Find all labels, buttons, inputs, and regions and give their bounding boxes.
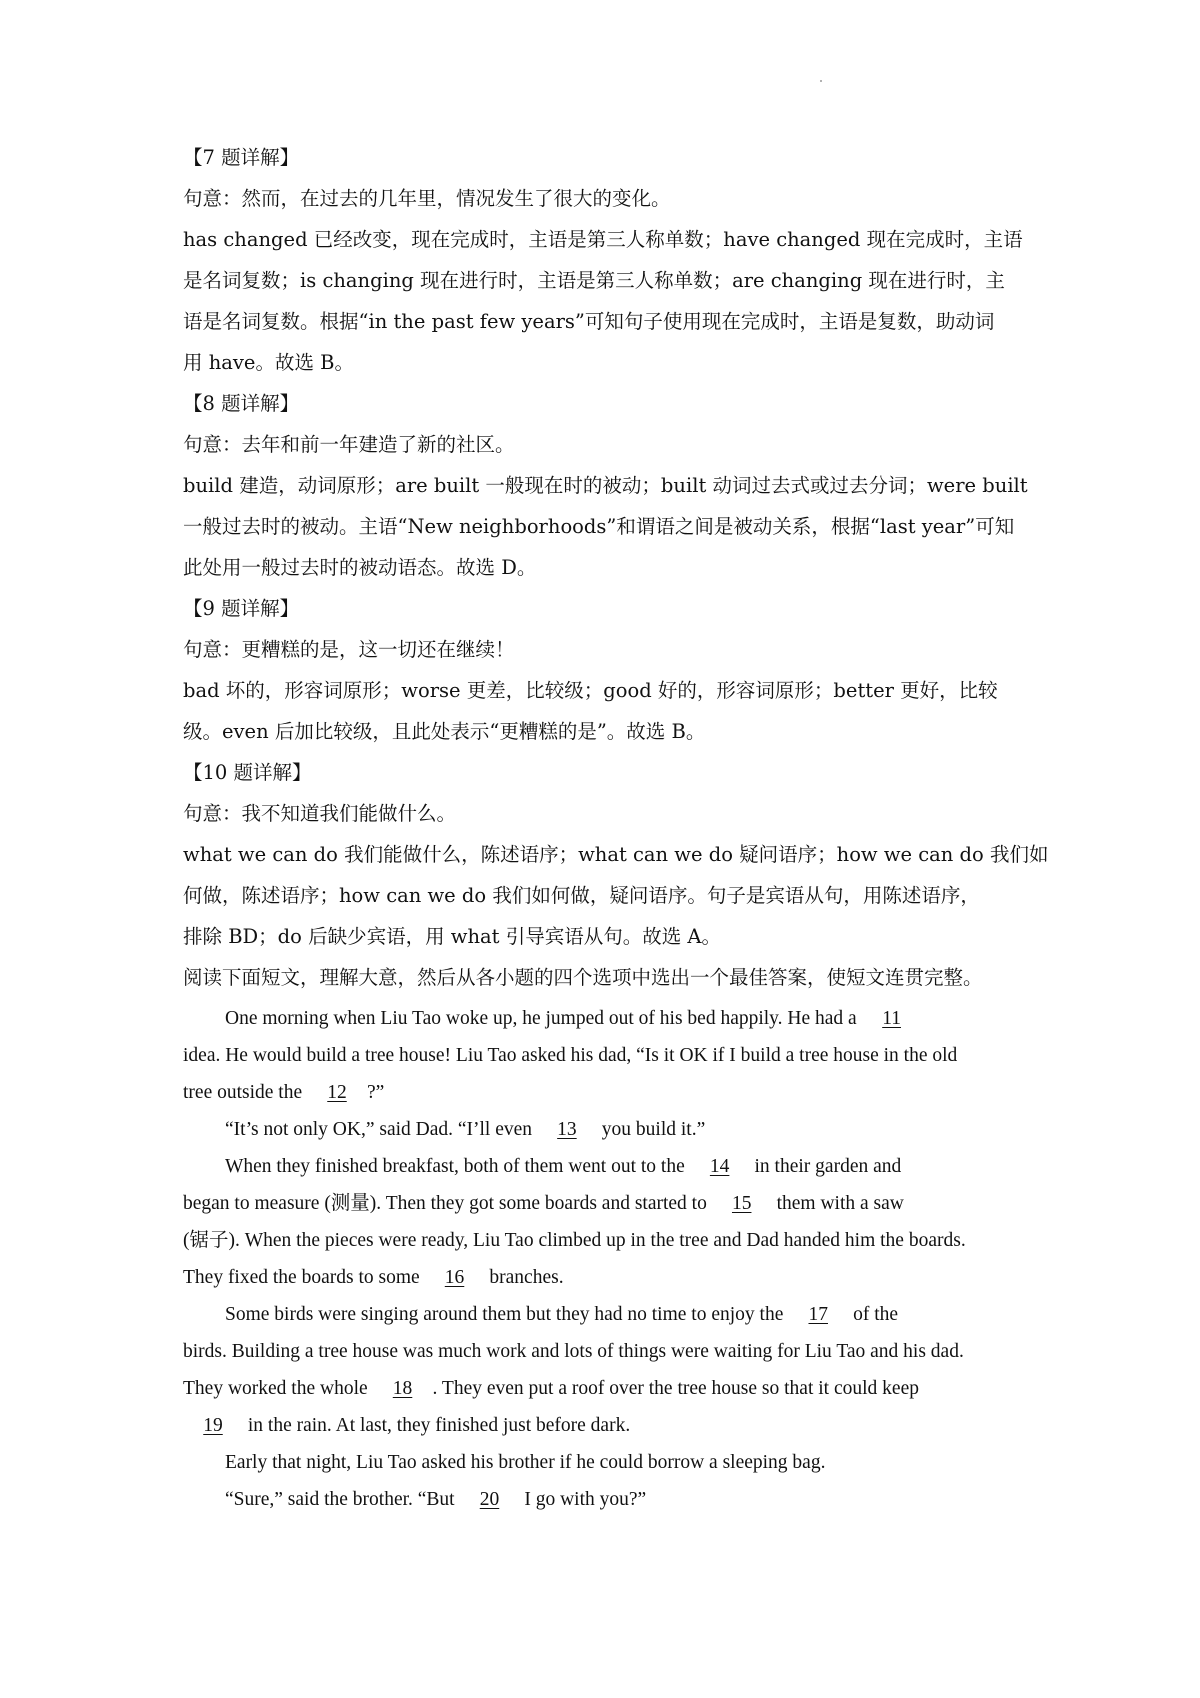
passage-text: of the — [848, 1304, 899, 1325]
blank-number: 12 — [327, 1082, 347, 1103]
passage-line — [183, 1264, 1035, 1291]
explanation-line: 用 have。故选 B。 — [183, 351, 354, 374]
scan-dot — [820, 80, 822, 82]
passage-line — [183, 1005, 1035, 1032]
passage-line — [183, 1375, 1035, 1402]
section-body — [183, 185, 1035, 376]
passage-text: “Sure,” said the brother. “But — [225, 1489, 460, 1510]
passage-text: Some birds were singing around them but they had no time to enjoy the — [225, 1304, 789, 1325]
passage-text: (锯子). When the pieces were ready, Liu Tao climbed up in the tree and Dad handed him the boards. — [183, 1230, 966, 1251]
passage-line — [183, 1301, 1035, 1328]
cloze-blank — [537, 1116, 597, 1143]
passage-text: you build it.” — [596, 1119, 706, 1140]
explanation-line: 句意：我不知道我们能做什么。 — [183, 802, 457, 825]
passage-text: birds. Building a tree house was much work and lots of things were waiting for Liu Tao and his dad. — [183, 1341, 964, 1362]
explanation-line: 排除 BD；do 后缺少宾语，用 what 引导宾语从句。故选 A。 — [183, 925, 721, 948]
section-body — [183, 431, 1035, 581]
blank-number: 16 — [444, 1267, 465, 1288]
section-body — [183, 800, 1049, 950]
explanation-line: 句意：去年和前一年建造了新的社区。 — [183, 433, 515, 456]
passage-text: tree outside the — [183, 1082, 307, 1103]
passage-text: They worked the whole — [183, 1378, 373, 1399]
blank-number: 18 — [392, 1378, 413, 1399]
cloze-passage — [183, 1005, 1035, 1513]
blank-number: 11 — [882, 1008, 901, 1029]
explanation-line: 级。even 后加比较级，且此处表示“更糟糕的是”。故选 B。 — [183, 720, 706, 743]
passage-text: in their garden and — [749, 1156, 902, 1177]
explanation-line: 句意：更糟糕的是，这一切还在继续！ — [183, 638, 515, 661]
cloze-blank — [788, 1301, 848, 1328]
passage-text: When they finished breakfast, both of them went out to the — [225, 1156, 690, 1177]
blank-number: 20 — [479, 1489, 500, 1510]
section-heading: 【9 题详解】 — [183, 597, 300, 620]
passage-text: Early that night, Liu Tao asked his brother if he could borrow a sleeping bag. — [225, 1452, 826, 1473]
passage-line — [183, 1412, 1035, 1439]
reading-instruction: 阅读下面短文，理解大意，然后从各小题的四个选项中选出一个最佳答案，使短文连贯完整。 — [183, 966, 983, 989]
explanation-line: 此处用一般过去时的被动语态。故选 D。 — [183, 556, 537, 579]
document-content — [183, 144, 1049, 1523]
passage-text: I go with you?” — [519, 1489, 647, 1510]
passage-text: “It’s not only OK,” said Dad. “I’ll even — [225, 1119, 537, 1140]
passage-text: idea. He would build a tree house! Liu Tao asked his dad, “Is it OK if I build a tree house in the old — [183, 1045, 958, 1066]
passage-line — [183, 1227, 1035, 1254]
passage-text: One morning when Liu Tao woke up, he jumped out of his bed happily. He had a — [225, 1008, 862, 1029]
blank-number: 17 — [808, 1304, 828, 1325]
cloze-blank — [712, 1190, 772, 1217]
blank-number: 19 — [203, 1415, 223, 1436]
cloze-blank — [459, 1486, 519, 1513]
passage-line — [183, 1338, 1035, 1365]
explanation-line: 何做，陈述语序；how can we do 我们如何做，疑问语序。句子是宾语从句，用陈述语序， — [183, 884, 980, 907]
explanation-line: has changed 已经改变，现在完成时，主语是第三人称单数；have changed 现在完成时，主语 — [183, 228, 1023, 251]
section-heading: 【10 题详解】 — [183, 761, 312, 784]
passage-text: in the rain. At last, they finished just before dark. — [243, 1415, 631, 1436]
passage-text: ?” — [367, 1082, 385, 1103]
section-heading: 【7 题详解】 — [183, 146, 300, 169]
passage-text: They fixed the boards to some — [183, 1267, 425, 1288]
explanation-line: 是名词复数；is changing 现在进行时，主语是第三人称单数；are changing 现在进行时，主 — [183, 269, 1005, 292]
passage-text: branches. — [484, 1267, 564, 1288]
explanation-line: what we can do 我们能做什么，陈述语序；what can we do 疑问语序；how we can do 我们如 — [183, 843, 1049, 866]
passage-line — [183, 1116, 1035, 1143]
cloze-blank — [373, 1375, 433, 1402]
cloze-blank — [862, 1005, 922, 1032]
passage-line — [183, 1190, 1035, 1217]
passage-line — [183, 1079, 1035, 1106]
cloze-blank — [183, 1412, 243, 1439]
passage-line — [183, 1042, 1035, 1069]
blank-number: 15 — [731, 1193, 752, 1214]
passage-text: . They even put a roof over the tree house so that it could keep — [432, 1378, 919, 1399]
passage-line — [183, 1449, 1035, 1476]
cloze-blank — [425, 1264, 485, 1291]
passage-text: them with a saw — [771, 1193, 904, 1214]
explanation-line: 句意：然而，在过去的几年里，情况发生了很大的变化。 — [183, 187, 671, 210]
passage-line — [183, 1153, 1035, 1180]
cloze-blank — [690, 1153, 750, 1180]
explanation-line: build 建造，动词原形；are built 一般现在时的被动；built 动词过去式或过去分词；were built — [183, 474, 1028, 497]
explanation-sections — [183, 144, 1049, 950]
passage-line — [183, 1486, 1035, 1513]
blank-number: 13 — [557, 1119, 577, 1140]
explanation-line: 一般过去时的被动。主语“New neighborhoods”和谓语之间是被动关系，根据“last year”可知 — [183, 515, 1015, 538]
blank-number: 14 — [709, 1156, 730, 1177]
passage-text: began to measure (测量). Then they got some boards and started to — [183, 1193, 712, 1214]
section-heading: 【8 题详解】 — [183, 392, 300, 415]
section-body — [183, 636, 1035, 745]
explanation-line: bad 坏的，形容词原形；worse 更差，比较级；good 好的，形容词原形；better 更好，比较 — [183, 679, 998, 702]
cloze-blank — [307, 1079, 367, 1106]
explanation-line: 语是名词复数。根据“in the past few years”可知句子使用现在完成时，主语是复数，助动词 — [183, 310, 995, 333]
